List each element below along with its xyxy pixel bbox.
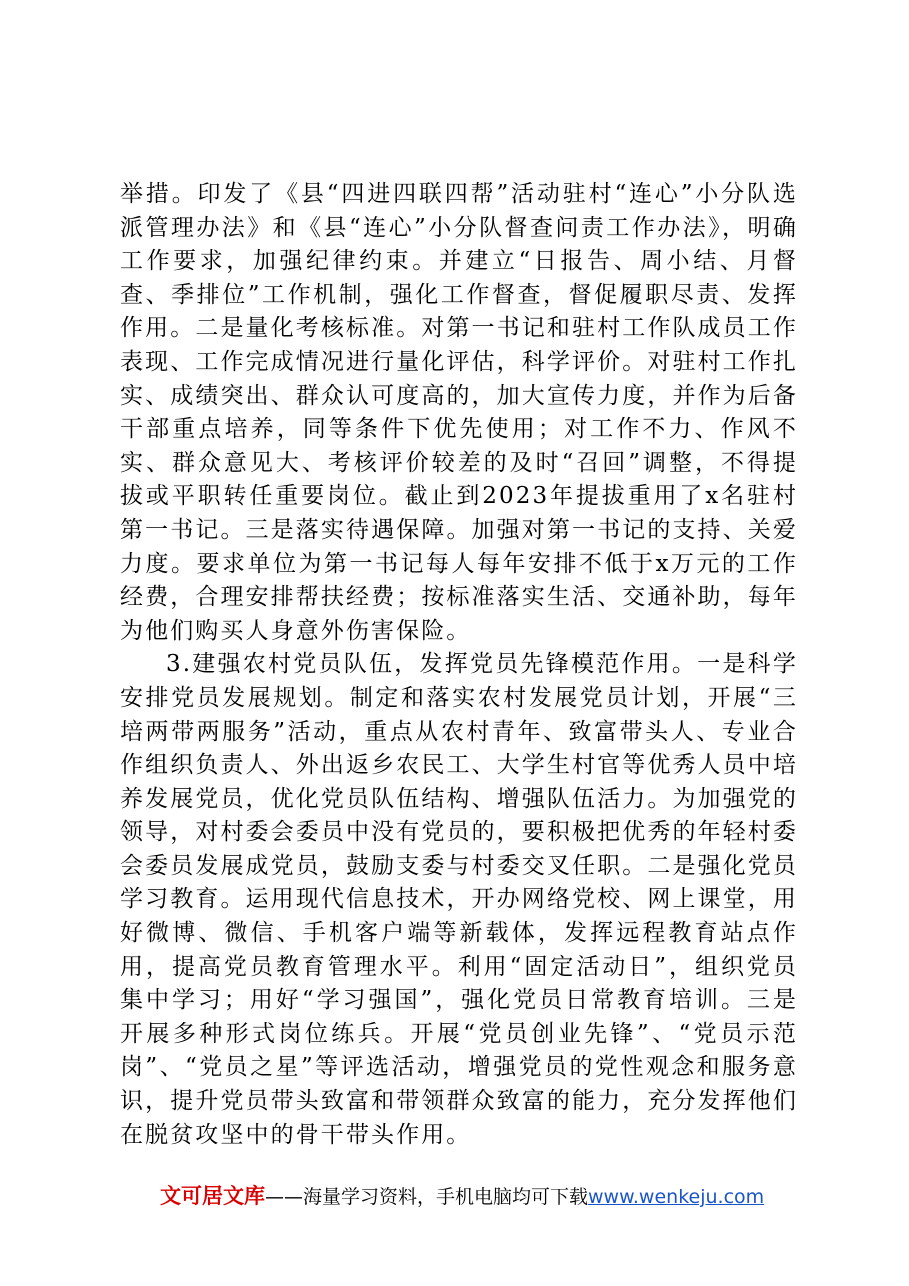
paragraph-continuation: 举措。印发了《县“四进四联四帮”活动驻村“连心”小分队选派管理办法》和《县“连心”小分队督查问责工作办法》，明确工作要求，加强纪律约束。并建立“日报告、周小结、月督查、季排位”工作机制，强化工作督查，督促履职尽责、发挥作用。二是量化考核标准。对第一书记和驻村工作队成员工作表现、工作完成情况进行量化评估，科学评价。对驻村工作扎实、成绩突出、群众认可度高的，加大宣传力度，并作为后备干部重点培养，同等条件下优先使用；对工作不力、作风不实、群众意见大、考核评价较差的及时“召回”调整，不得提拔或平职转任重要岗位。截止到2023年提拔重用了x名驻村第一书记。三是落实待遇保障。加强对第一书记的支持、关爱力度。要求单位为第一书记每人每年安排不低于x万元的工作经费，合理安排帮扶经费；按标准落实生活、交通补助，每年为他们购买人身意外伤害保险。 (120, 181, 798, 644)
paragraph-party-members: 3.建强农村党员队伍，发挥党员先锋模范作用。一是科学安排党员发展规划。制定和落实农村发展党员计划，开展“三培两带两服务”活动，重点从农村青年、致富带头人、专业合作组织负责人、外出返乡农民工、大学生村官等优秀人员中培养发展党员，优化党员队伍结构、增强队伍活力。为加强党的领导，对村委会委员中没有党员的，要积极把优秀的年轻村委会委员发展成党员，鼓励支委与村委交叉任职。二是强化党员学习教育。运用现代信息技术，开办网络党校、网上课堂，用好微博、微信、手机客户端等新载体，发挥远程教育站点作用，提高党员教育管理水平。利用“固定活动日”，组织党员集中学习；用好“学习强国”，强化党员日常教育培训。三是开展多种形式岗位练兵。开展“党员创业先锋”、“党员示范岗”、“党员之星”等评选活动，增强党员的党性观念和服务意识，提升党员带头致富和带领群众致富的能力，充分发挥他们在脱贫攻坚中的骨干带头作用。 (120, 651, 798, 1148)
footer-banner (160, 1182, 800, 1211)
website-link[interactable]: www.wenkeju.com (588, 1186, 765, 1208)
brand-name: 文可居文库 (160, 1184, 265, 1208)
footer-tagline: ——海量学习资料，手机电脑均可下载 (265, 1186, 589, 1208)
document-body (120, 178, 798, 1152)
